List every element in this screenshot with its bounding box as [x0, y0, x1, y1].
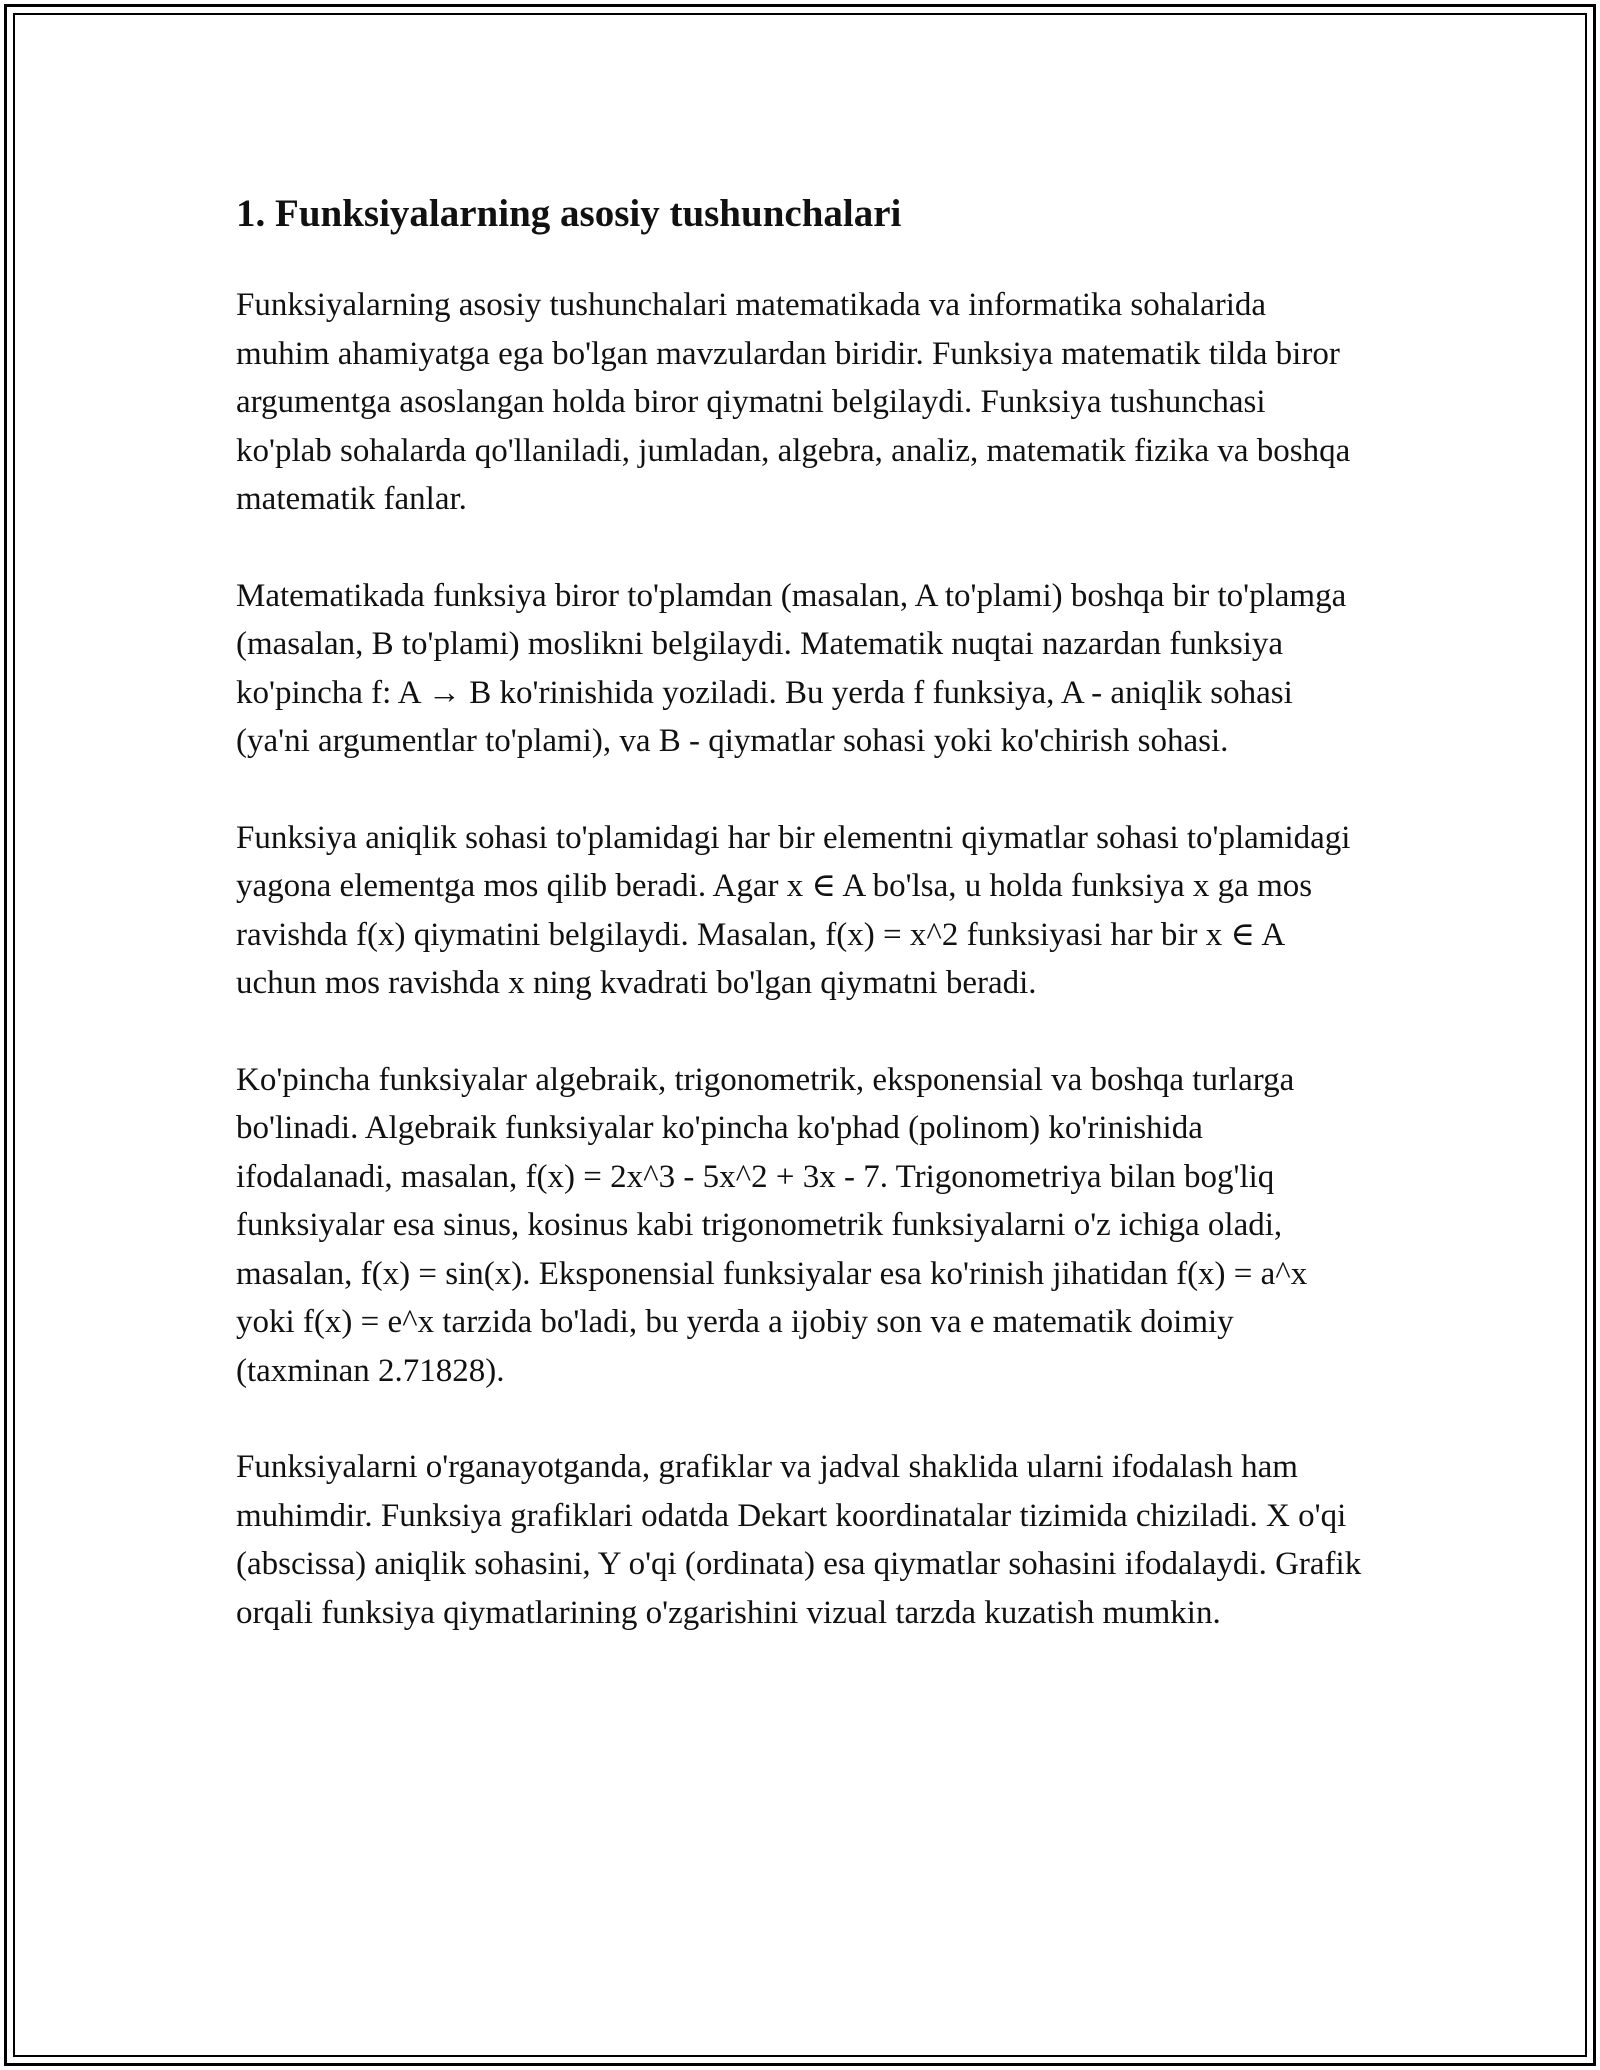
paragraph-graphs: Funksiyalarni o'rganayotganda, grafiklar va jadval shaklida ularni ifodalash ham muhimdir. Funksiya grafiklari odatda Dekart koordinatalar tizimida chiziladi. X o'qi (abscissa) aniqlik sohasini, Y o'qi (ordinata) esa qiymatlar sohasini ifodalaydi. Grafik orqali funksiya qiymatlarining o'zgarishini vizual tarzda kuzatish mumkin.: [236, 1449, 1362, 1631]
document-body: [236, 183, 1366, 1685]
paragraph-intro: Funksiyalarning asosiy tushunchalari matematikada va informatika sohalarida muhim ahamiyatga ega bo'lgan mavzulardan biridir. Funksiya matematik tilda biror argumentga asoslangan holda biror qiymatni belgilaydi. Funksiya tushunchasi ko'plab sohalarda qo'llaniladi, jumladan, algebra, analiz, matematik fizika va boshqa matematik fanlar.: [236, 287, 1351, 517]
section-heading: 1. Funksiyalarning asosiy tushunchalari: [236, 192, 902, 235]
paragraph-mapping: Funksiya aniqlik sohasi to'plamidagi har bir elementni qiymatlar sohasi to'plamidagi yagona elementga mos qilib beradi. Agar x ∈ A bo'lsa, u holda funksiya x ga mos ravishda f(x) qiymatini belgilaydi. Masalan, f(x) = x^2 funksiyasi har bir x ∈ A uchun mos ravishda x ning kvadrati bo'lgan qiymatni beradi.: [236, 819, 1351, 1001]
paragraph-function-types: Ko'pincha funksiyalar algebraik, trigonometrik, eksponensial va boshqa turlarga bo'linadi. Algebraik funksiyalar ko'pincha ko'phad (polinom) ko'rinishida ifodalanadi, masalan, f(x) = 2x^3 - 5x^2 + 3x - 7. Trigonometriya bilan bog'liq funksiyalar esa sinus, kosinus kabi trigonometrik funksiyalarni o'z ichiga oladi, masalan, f(x) = sin(x). Eksponensial funksiyalar esa ko'rinish jihatidan f(x) = a^x yoki f(x) = e^x tarzida bo'ladi, bu yerda a ijobiy son va e matematik doimiy (taxminan 2.71828).: [236, 1061, 1308, 1389]
paragraph-definition: Matematikada funksiya biror to'plamdan (masalan, A to'plami) boshqa bir to'plamga (masalan, B to'plami) moslikni belgilaydi. Matematik nuqtai nazardan funksiya ko'pincha f: A → B ko'rinishida yoziladi. Bu yerda f funksiya, A - aniqlik sohasi (ya'ni argumentlar to'plami), va B - qiymatlar sohasi yoki ko'chirish sohasi.: [236, 577, 1347, 759]
